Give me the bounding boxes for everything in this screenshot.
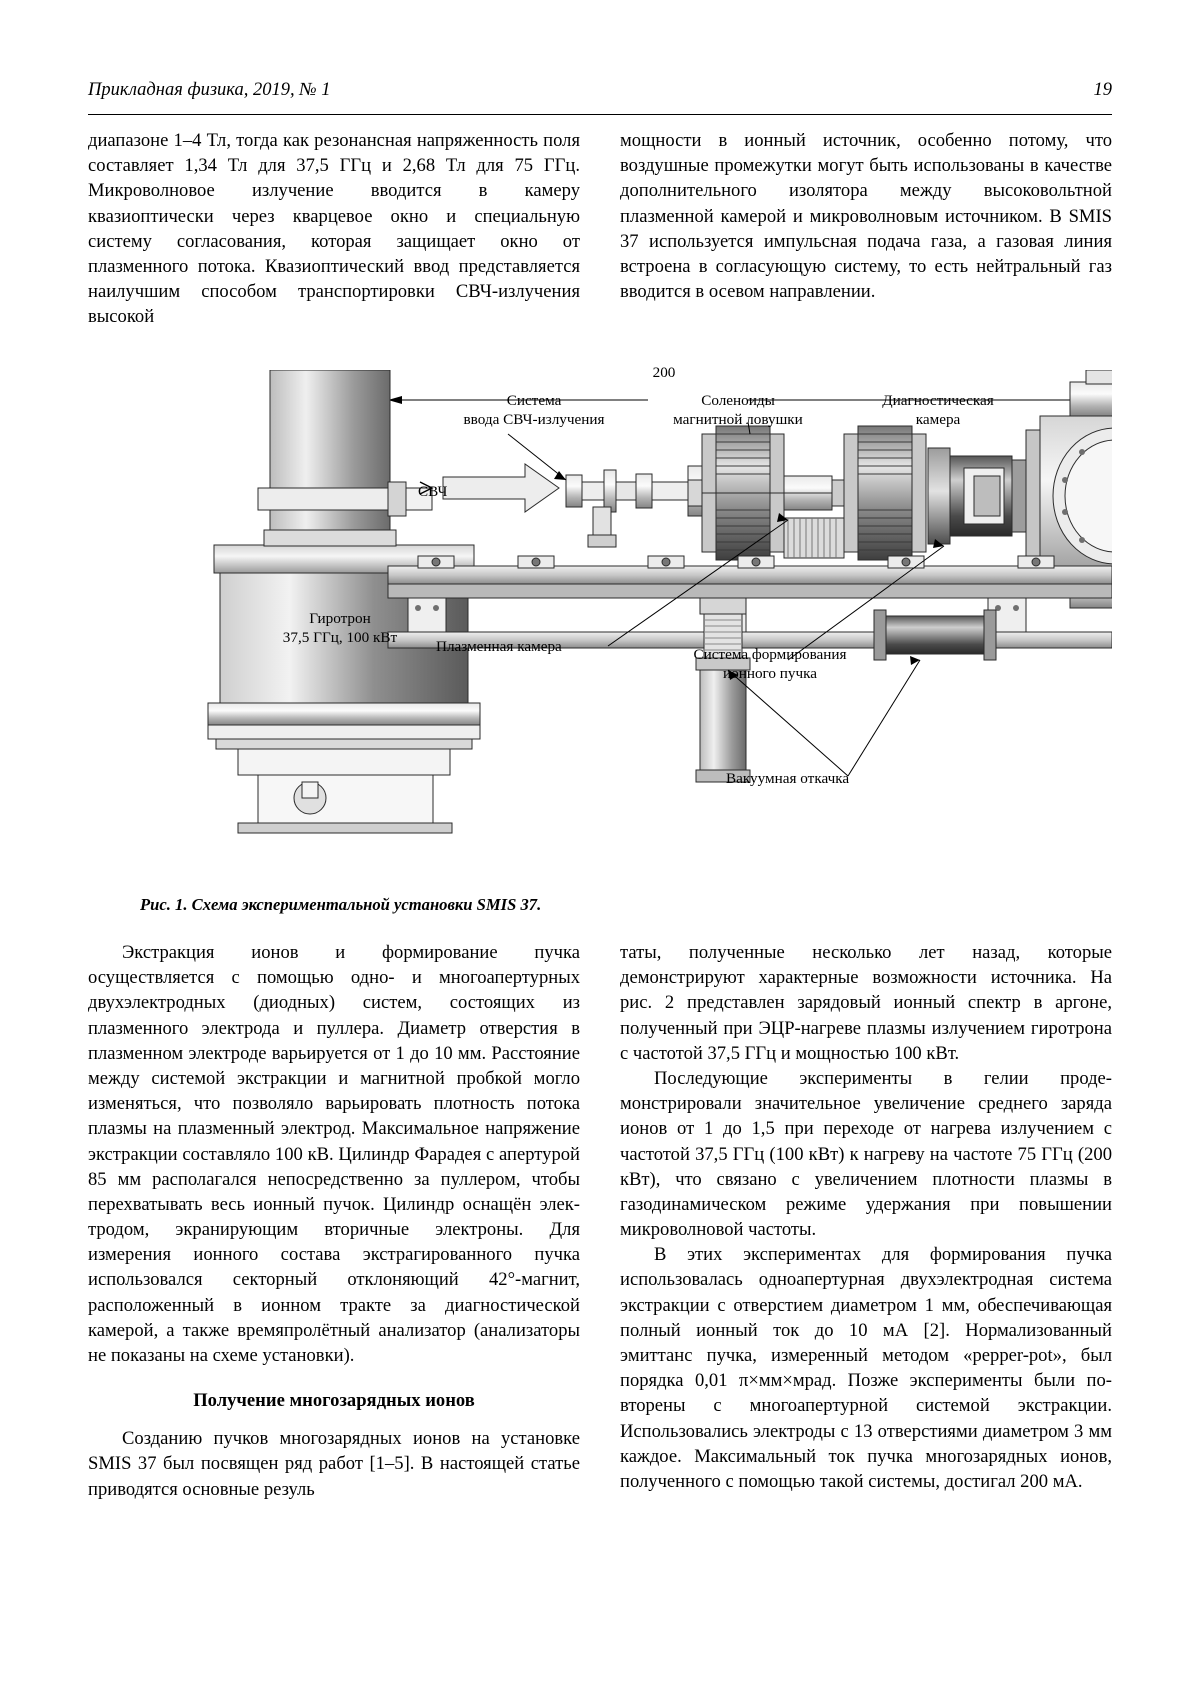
section-heading: Получение многозарядных ионов: [193, 1390, 475, 1412]
label-vacuum-pumping: Вакуумная откачка: [726, 770, 850, 787]
paragraph-left-2: Созданию пучков многозарядных ионов на установке SMIS 37 был посвящен ряд работ [1–5]. В настоящей статье приводятся основные резуль: [88, 1428, 580, 1500]
lower-text-columns: [88, 940, 1112, 1502]
paragraph-left-1: Экстракция ионов и формирование пучка осуществляется с помощью одно- и многоапертурных двухэлектродных (диодных) систем, состоящих из плазменного электрода и пуллера. Диаметр отверстия в плазменном электроде варьируется от 1 до 10 мм. Расстояние между системой экстракции и магнитной пробкой могло изменяться, что позволяло варьировать плотность потока плазмы на плазменный электрод. Максимальное напряжение экстракции составляло 100 кВ. Цилиндр Фарадея с апертурой 85 мм располагался непосредственно за пуллером, чтобы перехватывать весь ионный пучок. Цилиндр оснащён электродом, экранирующим вторичные электроны. Для измерения ионного состава экстрагированного пучка использовался секторный отклоняющий 42°-магнит, расположенный в ионном тракте за диагностической камерой, а также времяпролётный анализатор (анализаторы не показаны на схеме установки).: [88, 942, 580, 1366]
label-microwave-input: [434, 392, 634, 429]
lower-right-column: [620, 940, 1112, 1502]
label-svch: СВЧ: [418, 483, 448, 500]
figure-1: [88, 364, 1112, 890]
paragraph-right-3: В этих экспериментах для формирования пучка использовалась одноапертурная двухэлектродная система экстракции с отверстием диаметром 1 мм, обеспечивающая полный ионный ток до 10 мА [2]. Нормализованный эмиттанс пучка, измеренный методом «pepper-pot», был порядка 0,01 π×мм×мрад. Позже эксперименты были повторены с многоапертурной системой экстракции. Использовались электроды с 13 отверстиями диаметром 3 мм каждое. Максимальный ток пучка многозарядных ионов, полученного с помощью такой системы, достигал 200 мА.: [620, 1244, 1112, 1492]
paragraph-right-2: Последующие эксперименты в гелии продемонстрировали значительное увеличение среднего заряда ионов от 1 до 1,5 при переходе от нагрева излучением с частотой 37,5 ГГц (100 кВт) к нагреву на частоте 75 ГГц (200 кВт), что связано с увеличением плотности плазмы в газодинамическом режиме удержания при повышении микроволновой частоты.: [620, 1067, 1112, 1241]
label-gyrotron-l1: Гиротрон: [309, 610, 371, 627]
label-solenoids-l2: магнитной ловушки: [673, 410, 803, 428]
figure-dimension-200: 200: [652, 364, 676, 381]
top-right-column: [620, 128, 1112, 330]
label-solenoids-l1: Соленоиды: [701, 392, 775, 409]
paragraph-right-1: таты, полученные несколько лет назад, которые демонстрируют характерные возможности источника. На рис. 2 представлен зарядовый ионный спектр в аргоне, полученный при ЭЦР-нагреве плазмы излучением гиротрона с частотой 37,5 ГГц и мощностью 100 кВт.: [620, 942, 1112, 1064]
top-left-column: [88, 128, 580, 330]
paragraph-right-top: мощности в ионный источник, особенно потому, что воздушные промежутки могут быть использованы в качестве дополнительного изолятора между высоковольтной плазменной камерой и микроволновым источником. В SMIS 37 используется импульсная подача газа, а газовая линия встроена в согласующую систему, то есть нейтральный газ вводится в осевом направлении.: [620, 130, 1112, 303]
label-diagnostic-chamber: [838, 392, 1038, 429]
label-beam-forming-l1: Система формирования: [693, 646, 847, 663]
label-microwave-input-l2: ввода СВЧ-излучения: [463, 410, 605, 428]
label-solenoids: [648, 392, 828, 429]
page-header: [88, 80, 1112, 115]
journal-title: Прикладная физика, 2019, № 1: [88, 80, 331, 100]
label-gyrotron: [220, 610, 460, 647]
label-plasma-chamber: Плазменная камера: [436, 638, 562, 655]
top-text-columns: [88, 128, 1112, 330]
label-diagnostic-l2: камера: [915, 410, 961, 428]
figure-caption: Рис. 1. Схема экспериментальной установки SMIS 37.: [140, 895, 542, 914]
label-microwave-input-l1: Система: [506, 392, 562, 409]
label-beam-forming-l2: ионного пучка: [722, 664, 818, 682]
label-beam-forming: [650, 646, 890, 683]
label-gyrotron-l2: 37,5 ГГц, 100 кВт: [282, 628, 398, 646]
paragraph-left-top: диапазоне 1–4 Тл, тогда как резонансная напряженность поля составляет 1,34 Тл для 37,5 ГГц и 2,68 Тл для 75 ГГц. Микроволновое излучение вводится в камеру квазиоптически через кварцевое окно и специальную систему согласования, которая защищает окно от плазменного потока. Квазиоптический ввод представляется наилучшим способом транспортировки СВЧ-излучения высокой: [88, 130, 580, 328]
label-diagnostic-l1: Диагностическая: [882, 392, 994, 409]
lower-left-column: [88, 940, 580, 1502]
page-number: 19: [1093, 80, 1112, 100]
